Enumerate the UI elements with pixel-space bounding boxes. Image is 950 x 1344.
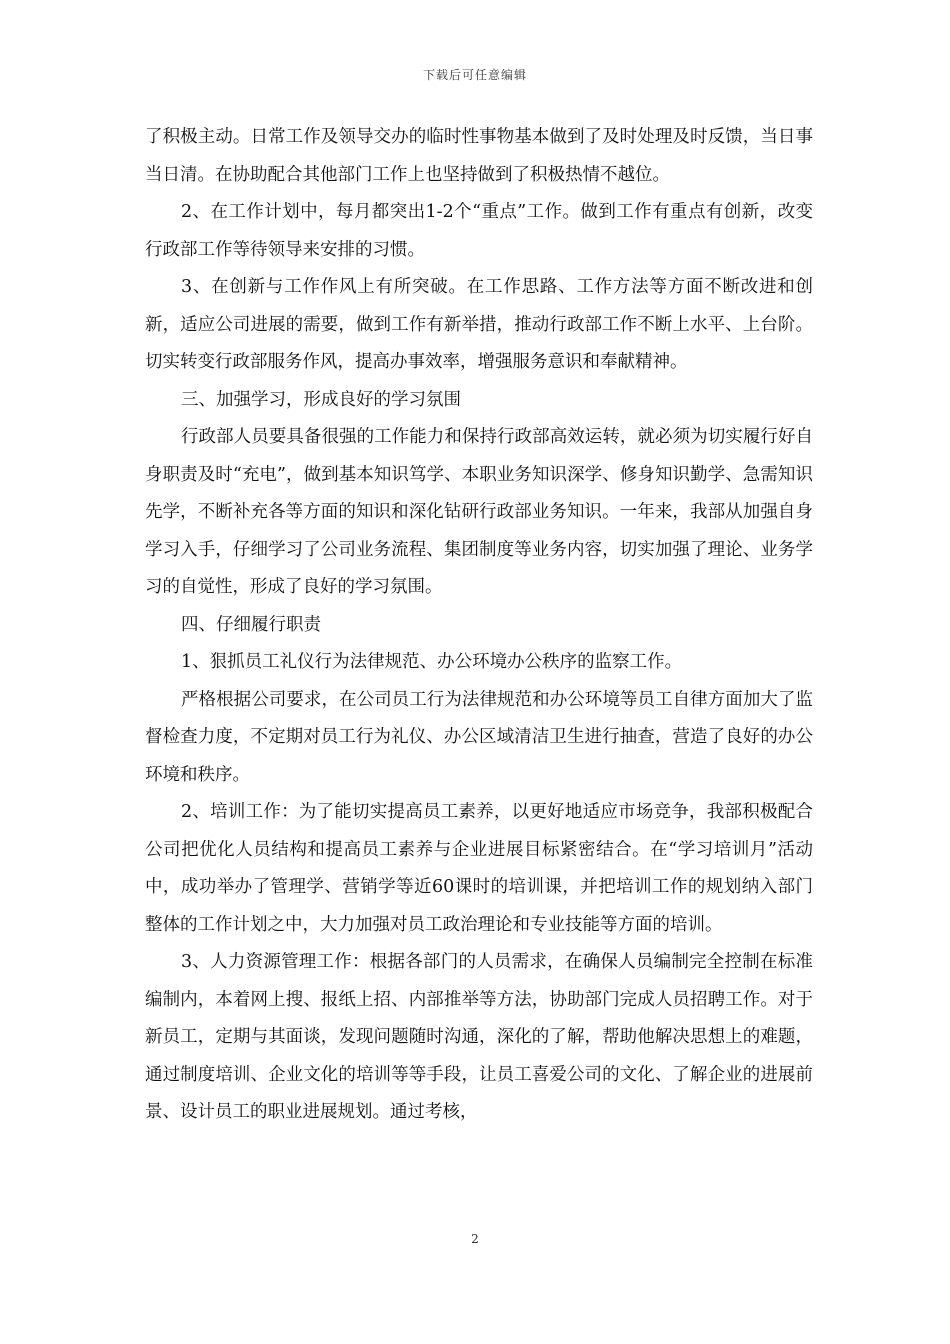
section-heading: 四、仔细履行职责 xyxy=(181,614,321,635)
paragraph: 2、培训工作：为了能切实提高员工素养，以更好地适应市场竞争，我部积极配合公司把优化人员结构和提高员工素养与企业进展目标紧密结合。在“学习培训月”活动中，成功举办了管理学、营销学等近60课时的培训课，并把培训工作的规划纳入部门整体的工作计划之中，大力加强对员工政治理论和专业技能等方面的培训。 xyxy=(145,802,813,935)
document-body xyxy=(145,119,813,1132)
paragraph: 严格根据公司要求，在公司员工行为法律规范和办公环境等员工自律方面加大了监督检查力度，不定期对员工行为礼仪、办公区域清洁卫生进行抽查，营造了良好的办公环境和秩序。 xyxy=(145,689,813,785)
page-number: 2 xyxy=(471,1232,479,1246)
paragraph: 1、狠抓员工礼仪行为法律规范、办公环境办公秩序的监察工作。 xyxy=(181,652,683,672)
section-heading: 三、加强学习，形成良好的学习氛围 xyxy=(181,389,461,410)
paragraph: 3、在创新与工作作风上有所突破。在工作思路、工作方法等方面不断改进和创新，适应公司进展的需要，做到工作有新举措，推动行政部工作不断上水平、上台阶。切实转变行政部服务作风，提高办事效率，增强服务意识和奉献精神。 xyxy=(145,277,813,372)
paragraph: 行政部人员要具备很强的工作能力和保持行政部高效运转，就必须为切实履行好自身职责及时“充电”，做到基本知识笃学、本职业务知识深学、修身知识勤学、急需知识先学，不断补充各等方面的知识和深化钻研行政部业务知识。一年来，我部从加强自身学习入手，仔细学习了公司业务流程、集团制度等业务内容，切实加强了理论、业务学习的自觉性，形成了良好的学习氛围。 xyxy=(145,427,813,597)
paragraph: 了积极主动。日常工作及领导交办的临时性事物基本做到了及时处理及时反馈，当日事当日清。在协助配合其他部门工作上也坚持做到了积极热情不越位。 xyxy=(145,127,813,185)
page-header-note: 下载后可任意编辑 xyxy=(422,68,527,82)
paragraph: 2、在工作计划中，每月都突出1-2个“重点”工作。做到工作有重点有创新，改变行政部工作等待领导来安排的习惯。 xyxy=(145,202,813,260)
paragraph: 3、人力资源管理工作：根据各部门的人员需求，在确保人员编制完全控制在标准编制内，本着网上搜、报纸上招、内部推举等方法，协助部门完成人员招聘工作。对于新员工，定期与其面谈，发现问题随时沟通，深化的了解，帮助他解决思想上的难题，通过制度培训、企业文化的培训等等手段，让员工喜爱公司的文化、了解企业的进展前景、设计员工的职业进展规划。通过考核， xyxy=(145,952,813,1122)
